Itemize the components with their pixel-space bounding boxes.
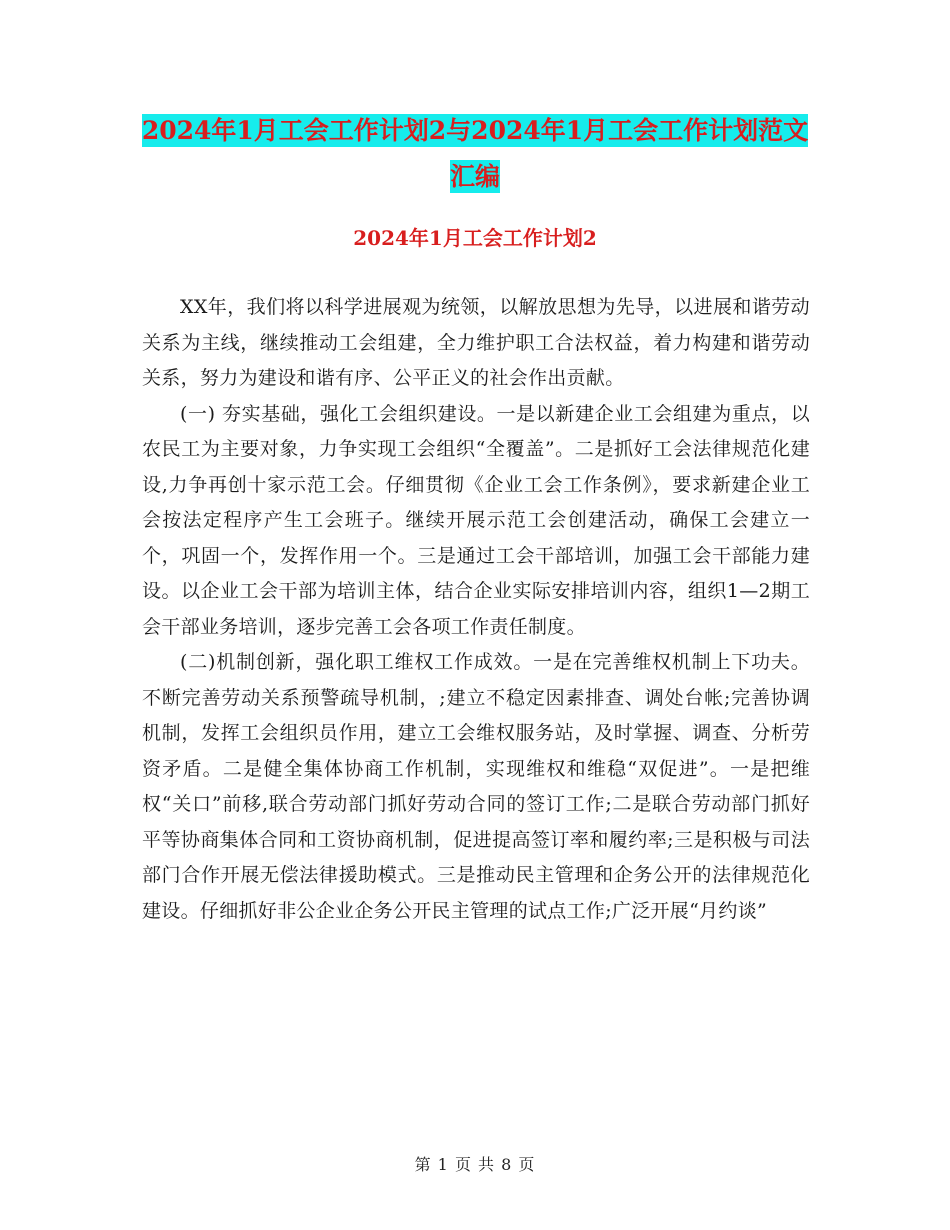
document-title-text: 2024年1月工会工作计划2与2024年1月工会工作计划范文汇编 (141, 116, 809, 191)
paragraph-section-1: (一) 夯实基础，强化工会组织建设。一是以新建企业工会组建为重点，以农民工为主要对象，力争实现工会组织“全覆盖”。二是抓好工会法律规范化建设,力争再创十家示范工会。仔细贯彻《企业工会工作条例》，要求新建企业工会按法定程序产生工会班子。继续开展示范工会创建活动，确保工会建立一个，巩固一个，发挥作用一个。三是通过工会干部培训，加强工会干部能力建设。以企业工会干部为培训主体，结合企业实际安排培训内容，组织1—2期工会干部业务培训，逐步完善工会各项工作责任制度。 (142, 402, 810, 638)
paragraph-section-2: (二)机制创新，强化职工维权工作成效。一是在完善维权机制上下功夫。不断完善劳动关系预警疏导机制，;建立不稳定因素排查、调处台帐;完善协调机制，发挥工会组织员作用，建立工会维权服务站，及时掌握、调查、分析劳资矛盾。二是健全集体协商工作机制，实现维权和维稳“双促进”。一是把维权“关口”前移,联合劳动部门抓好劳动合同的签订工作;二是联合劳动部门抓好平等协商集体合同和工资协商机制，促进提高签订率和履约率;三是积极与司法部门合作开展无偿法律援助模式。三是推动民主管理和企务公开的法律规范化建设。仔细抓好非公企业企务公开民主管理的试点工作;广泛开展“月约谈” (142, 651, 810, 922)
page-footer: 第 1 页 共 8 页 (414, 1155, 536, 1174)
document-title (140, 108, 810, 200)
section-title: 2024年1月工会工作计划2 (353, 226, 597, 250)
paragraph-intro: XX年，我们将以科学进展观为统领，以解放思想为先导，以进展和谐劳动关系为主线，继续推动工会组建，全力维护职工合法权益，着力构建和谐劳动关系，努力为建设和谐有序、公平正义的社会作出贡献。 (142, 296, 810, 389)
document-body (142, 290, 810, 929)
